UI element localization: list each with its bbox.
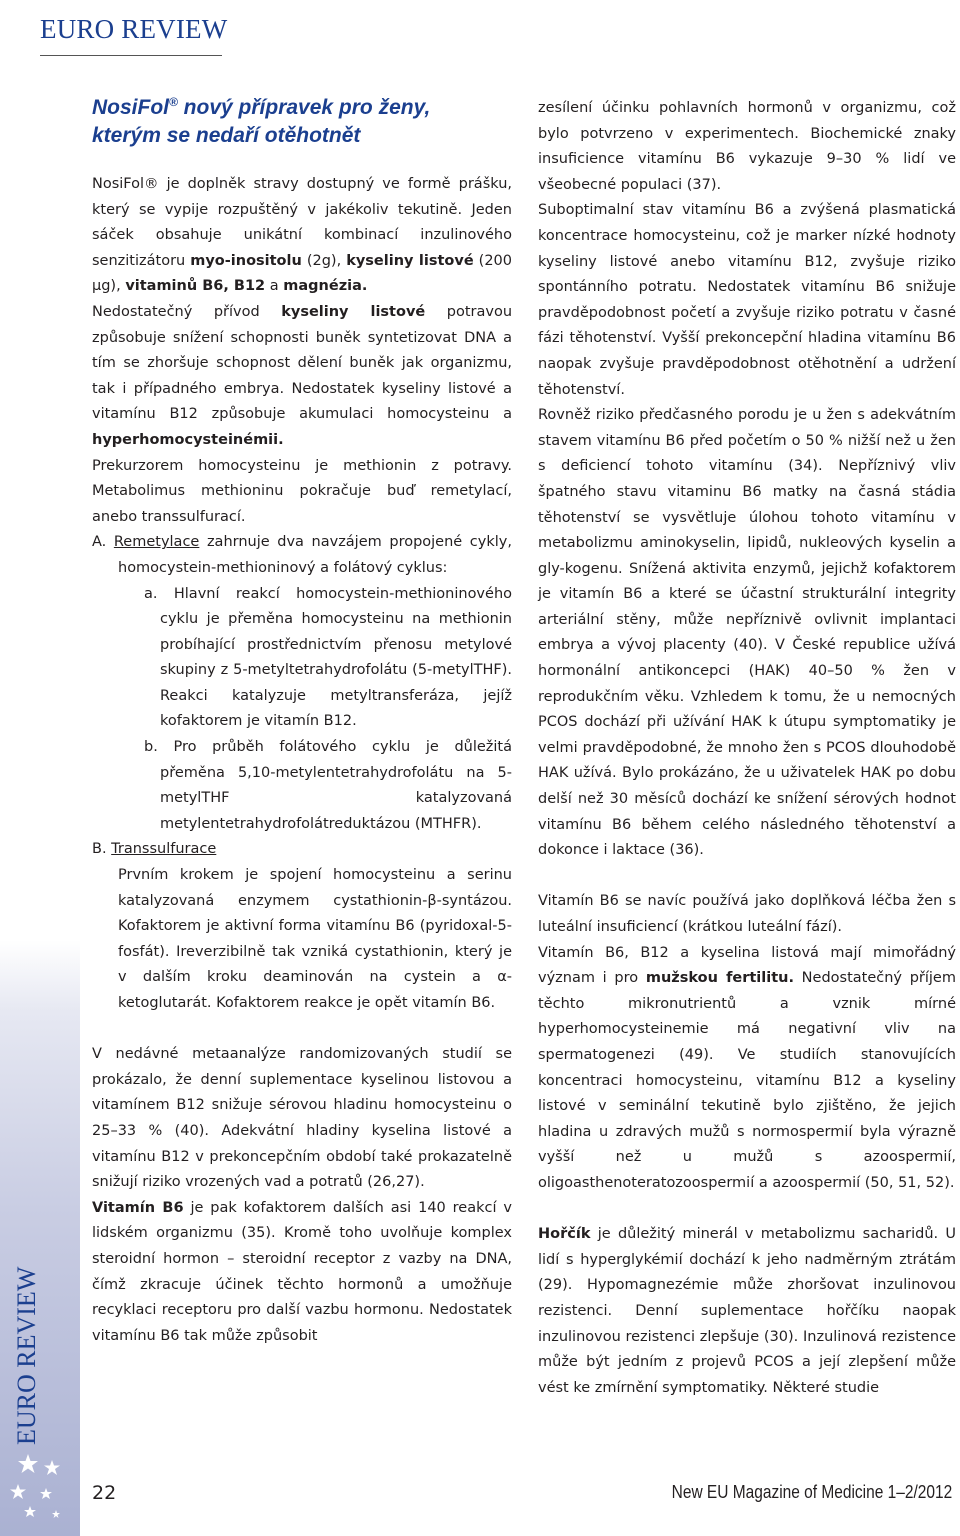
text: a xyxy=(265,278,284,295)
list-subitem-b: b. Pro průběh folátového cyklu je důležitá přeměna 5,10-metylentetrahydrofolátu na 5-metylTHF katalyzovaná metylentetrahydrofolátreduktázou (MTHFR). xyxy=(144,739,512,832)
text: je pak kofaktorem dalších asi 140 reakcí v lidském organizmu (35). Kromě toho uvolňuje komplex steroidní hormon – steroidní receptor z vazby na DNA, čímž zkracuje účinek těchto hormonů a umožňuje recyklaci receptoru pro další vazbu hormonu. Nedostatek vitamínu B6 tak může způsobit xyxy=(92,1199,512,1344)
list-item-A xyxy=(92,530,512,581)
left-paragraph-b6 xyxy=(92,1196,512,1350)
list-label: B. xyxy=(92,841,112,858)
title-line2: kterým se nedaří otěhotnět xyxy=(92,124,361,147)
bold-term: mužskou fertilitu. xyxy=(645,970,794,987)
left-paragraph-folate xyxy=(92,300,512,454)
bold-term: vitaminů B6, B12 xyxy=(125,278,266,295)
text: zahrnuje dva navzájem propojené cykly, homocystein-methioninový a folátový cyklus: xyxy=(118,534,512,576)
text: (200 µg), xyxy=(92,252,512,295)
article-title xyxy=(92,88,512,150)
right-paragraph-2: Suboptimalní stav vitamínu B6 a zvýšená plasmatická koncentrace homocysteinu, což je marker nízké hodnoty kyseliny listové anebo vitamínu B12, zvyšuje riziko spontánního potratu. Nedostatek vitamínu B6 snižuje pravděpodobnost početí a zvyšuje riziko potratu v časné fázi těhotenství. Vyšší prekoncepční hladina vitamínu B6 naopak zvyšuje pravděpodobnost otěhotnění a udržení těhotenství. xyxy=(538,202,956,398)
bold-term: magnézia. xyxy=(283,278,368,295)
paragraph-gap xyxy=(538,864,956,890)
underlined-term: Transsulfurace xyxy=(111,841,217,858)
right-paragraph-4: Vitamín B6 se navíc používá jako doplňková léčba žen s luteální insuficiencí (krátkou luteální fází). xyxy=(538,893,956,935)
registered-mark: ® xyxy=(169,95,178,109)
bold-term: Vitamín B6 xyxy=(92,1199,184,1216)
right-paragraph-5 xyxy=(538,941,956,1197)
text: Nedostatečný příjem těchto mikronutrientů a vznik mírné hyperhomocysteinemie má negativní vliv na spermatogenezi (49). Ve studiích stanovujících koncentraci homocysteinu, vitamínu B12 a kyseliny listové v seminální tekutině bylo zjištěno, že jejich hladina u zdravých mužů s normospermií byla výrazně vyšší než u mužů s azoospermií, oligoasthenoteratozoospermií a azoospermií (50, 51, 52). xyxy=(538,970,956,1191)
left-paragraph-metaanalysis: V nedávné metaanalýze randomizovaných studií se prokázalo, že denní suplementace kyselinou listovou a vitamínem B12 snižuje sérovou hladinu homocysteinu o 25–33 % (40). Adekvátní hladiny kyselina listové a vitamínu B12 v prekoncepčním období také prokazatelně snižují riziko vrozených vad a potratů (26,27). xyxy=(92,1046,512,1191)
list-item-B-text: Prvním krokem je spojení homocysteinu a serinu katalyzovaná enzymem cystathionin-β-syntázou. Kofaktorem je aktivní forma vitamínu B6 (pyridoxal-5-fosfát). Ireverzibilně tak vzniká cystathionin, který je v dalším kroku deaminován na cystein a α-ketoglutarát. Kofaktorem reakce je opět vitamín B6. xyxy=(118,867,512,1011)
right-paragraph-6 xyxy=(538,1222,956,1401)
text: Vitamín B6, B12 a kyselina listová mají mimořádný význam i pro xyxy=(538,944,956,987)
left-paragraph-intro xyxy=(92,172,512,300)
list-subitem-a: a. Hlavní reakcí homocystein-methioninového cyklu je přeměna homocysteinu na methionin probíhající prostřednictvím přenosu metylové skupiny z 5-metyltetrahydrofolátu (5-metylTHF). Reakci katalyzuje metyltransferáza, jejíž kofaktorem je vitamín B12. xyxy=(144,585,512,730)
paragraph-gap xyxy=(538,1197,956,1223)
stars-icon xyxy=(6,1450,76,1530)
bold-term: myo-inositolu xyxy=(190,252,302,269)
text: je důležitý minerál v metabolizmu sacharidů. U lidí s hyperglykémií dochází k jeho nadměrným ztrátám (29). Hypomagnezémie může zhoršovat inzulinovou rezistenci. Denní suplementace hořčíku naopak inzulinovou rezistenci zlepšuje (30). Inzulinová rezistence může být jedním z projevů PCOS a její zlepšení může vést ke zmírnění symptomatiky. Některé studie xyxy=(538,1226,956,1396)
paragraph-gap xyxy=(92,1017,512,1043)
right-paragraph-3: Rovněž riziko předčasného porodu je u žen s adekvátním stavem vitamínu B6 před početím o 50 % nižší než u žen s deficiencí tohoto vitamínu (34). Nepříznivý vliv špatného stavu vitaminu B6 matky na časná stádia těhotenství se vysvětluje úlohou tohoto vitamínu v metabolizmu aminokyselin, lipidů, nukleových kyselin a gly-kogenu. Snížená aktivita enzymů, jejichž kofaktorem je vitamín B6 a které se účastní strukturální integrity arteriální stěny, může nepříznivě ovlivnit implantaci embrya a vývoj placenty (40). V České republice užívá hormonální antikoncepci (HAK) 40–50 % žen v reprodukčním věku. Vzhledem k tomu, že u nemocných PCOS dochází při užívání HAK k útupu symptomatiky je velmi pravděpodobné, že mnoho žen s PCOS dlouhodobě HAK užívá. Bylo prokázáno, že u uživatelek HAK po dobu delší než 30 měsíců dochází ke snížení sérových hodnot vitamínu B6 během celého následného těhotenství a dokonce i laktace (36). xyxy=(538,407,956,859)
right-paragraph-1: zesílení účinku pohlavních hormonů v organizmu, což bylo potvrzeno v experimentech. Biochemické znaky insuficience vitamínu B6 vykazuje 9–30 % lidí ve všeobecné populaci (37). xyxy=(538,100,956,193)
title-line1: NosiFol xyxy=(92,96,169,119)
masthead-rule xyxy=(40,55,222,56)
list-item-B xyxy=(92,837,512,863)
text: Nedostatečný přívod xyxy=(92,303,282,320)
text: NosiFol® je doplněk stravy dostupný ve formě prášku, který se vypije rozpuštěný v jakékoliv tekutině. Jeden sáček obsahuje unikátní kombinací inzulinového senzitizátoru xyxy=(92,176,512,269)
bold-term: Hořčík xyxy=(538,1226,591,1243)
sidebar-band xyxy=(0,940,80,1536)
text: potravou způsobuje snížení schopnosti buněk syntetizovat DNA a tím se zhoršuje schopnost dělení buněk jak organizmu, tak i případného embrya. Nedostatek kyseliny listové a vitamínu B12 způsobuje akumulaci homocysteinu a xyxy=(92,303,513,423)
left-paragraph-precursor: Prekurzorem homocysteinu je methionin z potravy. Metabolimus methioninu pokračuje buď remetylací, anebo transsulfurací. xyxy=(92,457,512,525)
bold-term: hyperhomocysteinémii. xyxy=(92,431,284,448)
text: (2g), xyxy=(301,252,347,269)
bold-term: kyseliny listové xyxy=(281,303,426,320)
list-label: A. xyxy=(92,534,114,551)
left-column xyxy=(92,172,512,1349)
bold-term: kyseliny listové xyxy=(346,252,474,269)
sidebar-label: EURO REVIEW xyxy=(12,1266,41,1445)
footer-magazine: New EU Magazine of Medicine 1–2/2012 xyxy=(671,1482,952,1502)
page-number: 22 xyxy=(92,1482,117,1504)
masthead: EURO REVIEW xyxy=(40,14,228,44)
title-line1-rest: nový přípravek pro ženy, xyxy=(177,96,431,119)
underlined-term: Remetylace xyxy=(113,534,200,551)
right-column xyxy=(538,96,956,1401)
